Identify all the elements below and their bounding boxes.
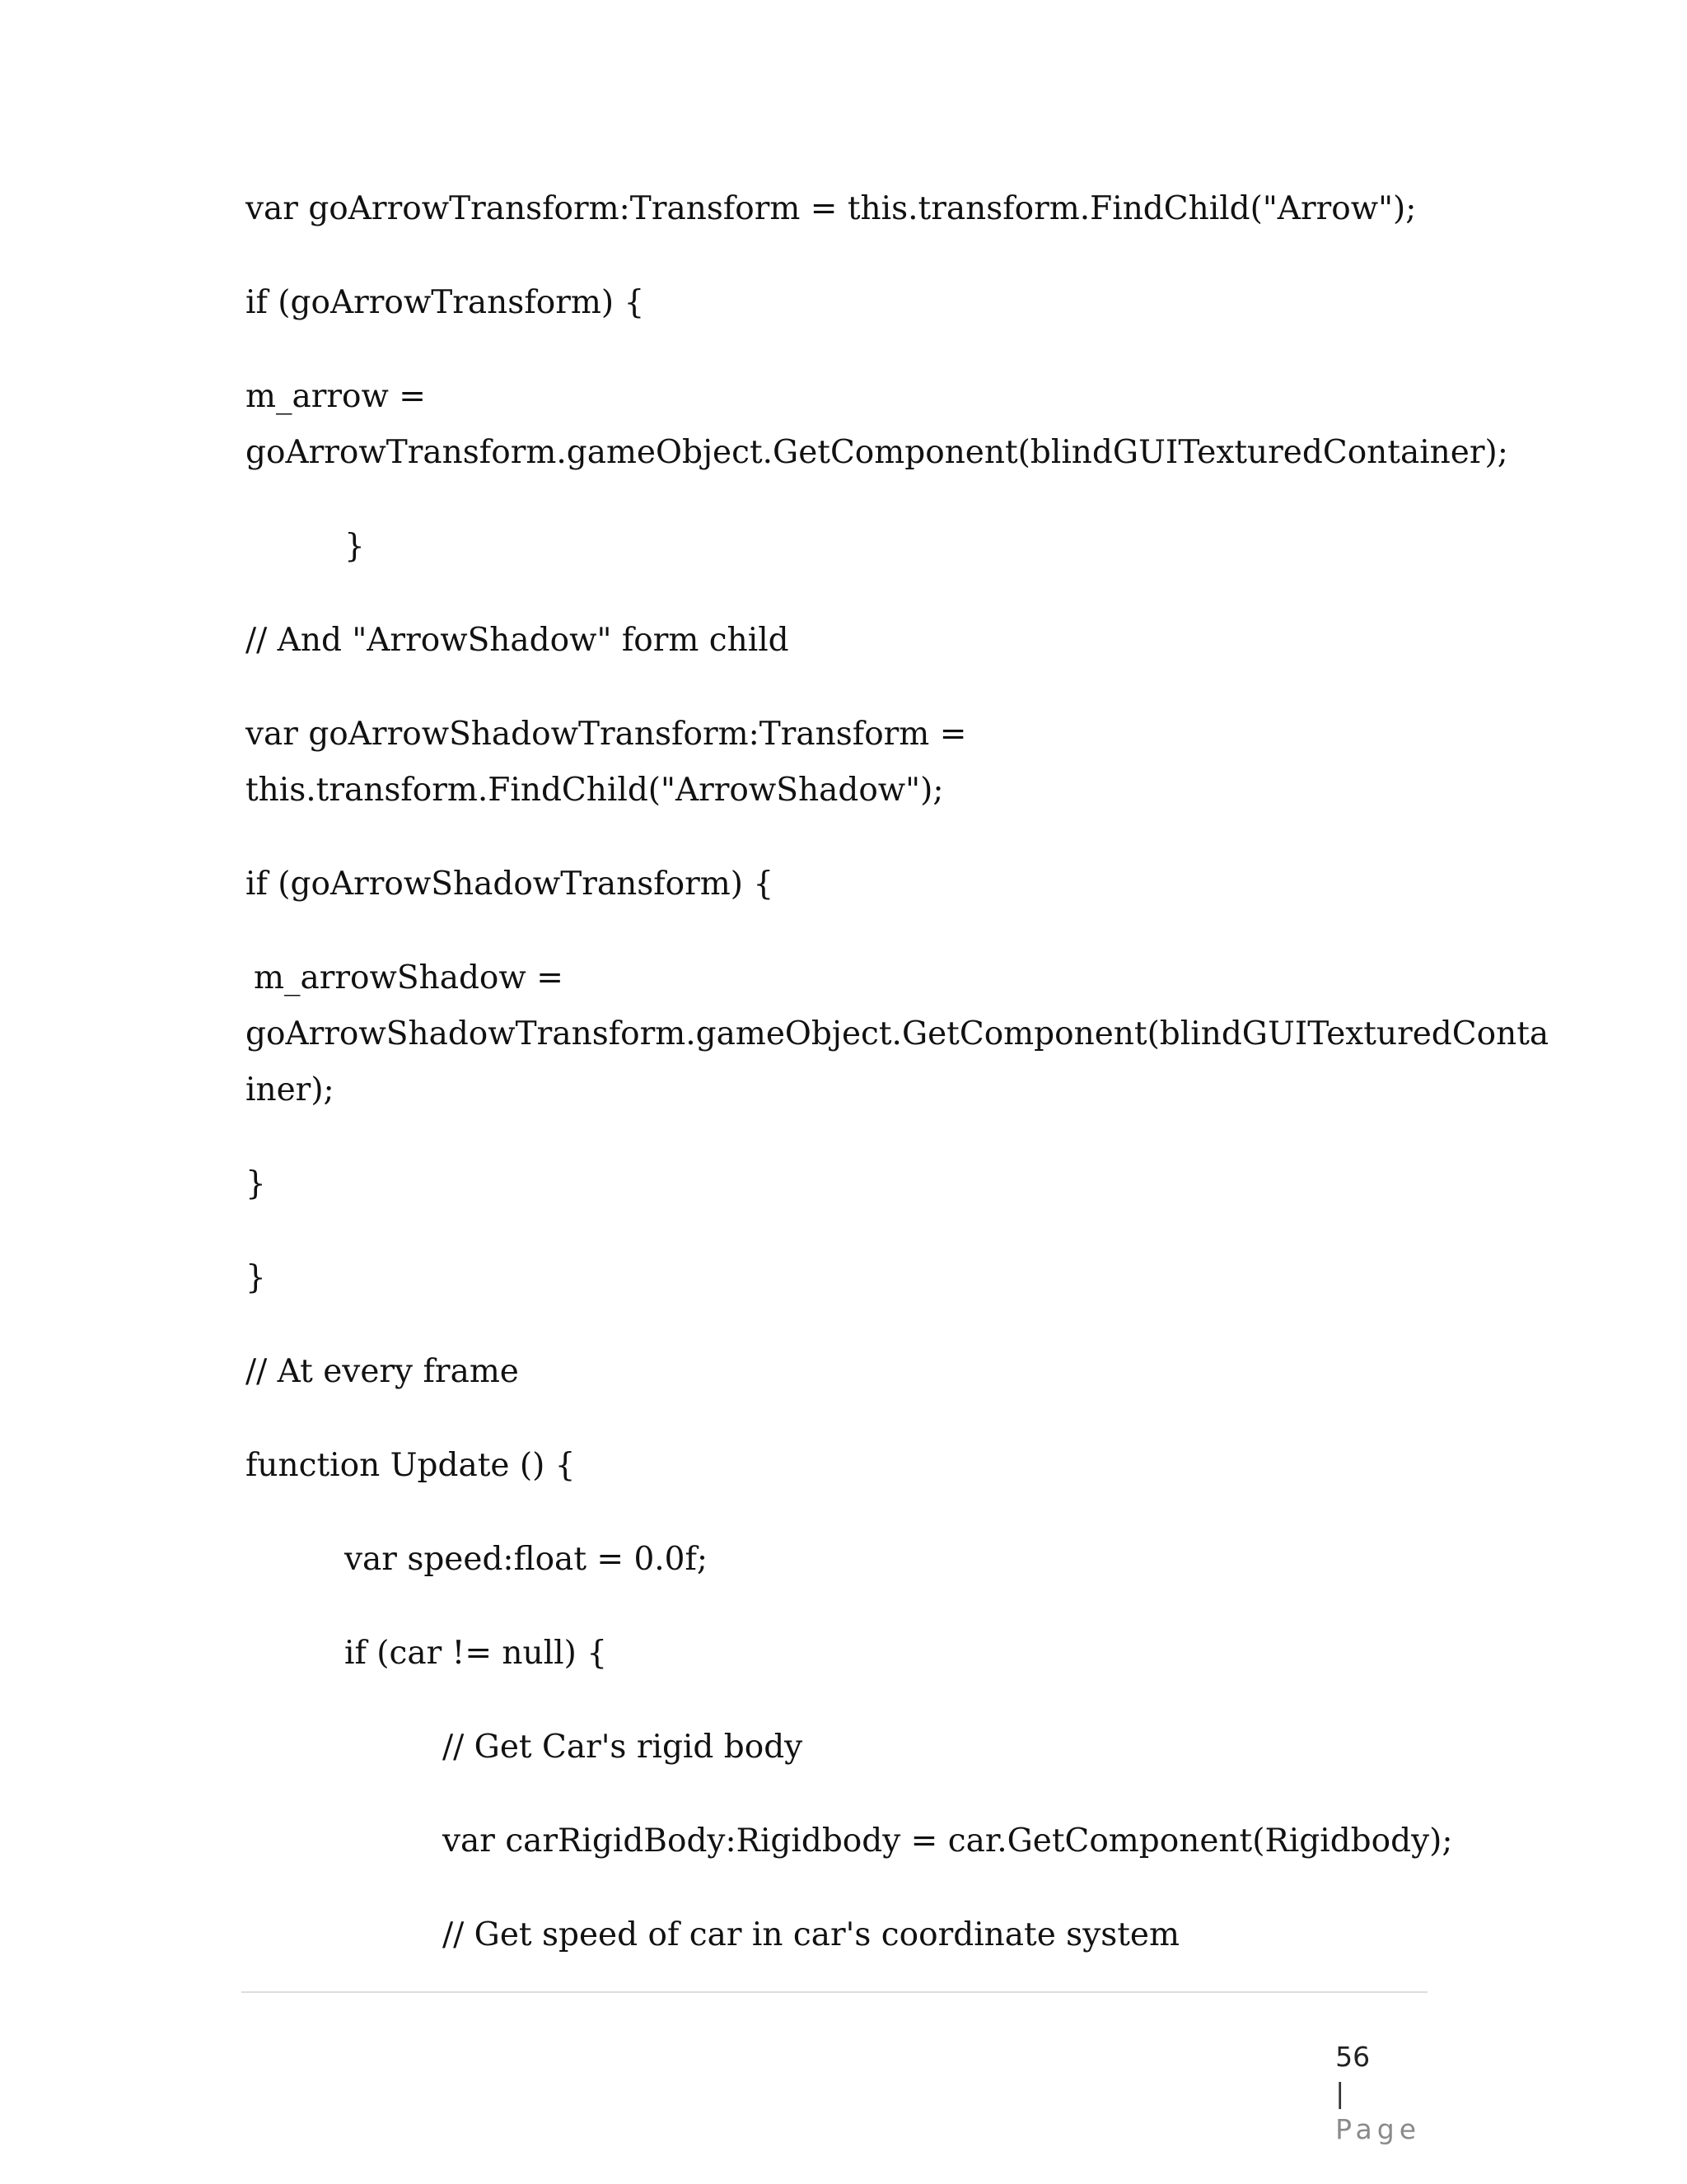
code-line: goArrowShadowTransform.gameObject.GetComponent(blindGUITexturedConta [245,1015,1549,1052]
code-line: var goArrowShadowTransform:Transform = [245,716,967,753]
code-line: if (car != null) { [344,1635,608,1672]
code-line: var speed:float = 0.0f; [344,1541,708,1578]
code-comment: // Get Car's rigid body [442,1729,803,1766]
code-line: if (goArrowTransform) { [245,284,645,321]
code-line: m_arrowShadow = [254,959,563,996]
code-line: var goArrowTransform:Transform = this.transform.FindChild("Arrow"); [245,190,1417,227]
footer-separator: | [1335,2077,1345,2109]
page-number: 56 [1335,2041,1371,2073]
code-line: goArrowTransform.gameObject.GetComponent(blindGUITexturedContainer); [245,434,1508,471]
code-line: var carRigidBody:Rigidbody = car.GetComponent(Rigidbody); [442,1822,1453,1860]
code-line: this.transform.FindChild("ArrowShadow"); [245,772,944,809]
page-label: Page [1335,2113,1421,2145]
code-line: if (goArrowShadowTransform) { [245,866,774,903]
code-line: m_arrow = [245,378,426,415]
code-line: } [245,1259,266,1296]
code-comment: // Get speed of car in car's coordinate system [442,1916,1180,1953]
code-line: } [344,528,365,565]
code-comment: // At every frame [245,1353,519,1390]
page-footer [1301,2003,1421,2184]
code-line: function Update () { [245,1447,576,1484]
code-comment: // And "ArrowShadow" form child [245,622,789,659]
code-line: iner); [245,1071,334,1108]
footer-divider [241,1991,1428,1993]
code-line: } [245,1165,266,1202]
